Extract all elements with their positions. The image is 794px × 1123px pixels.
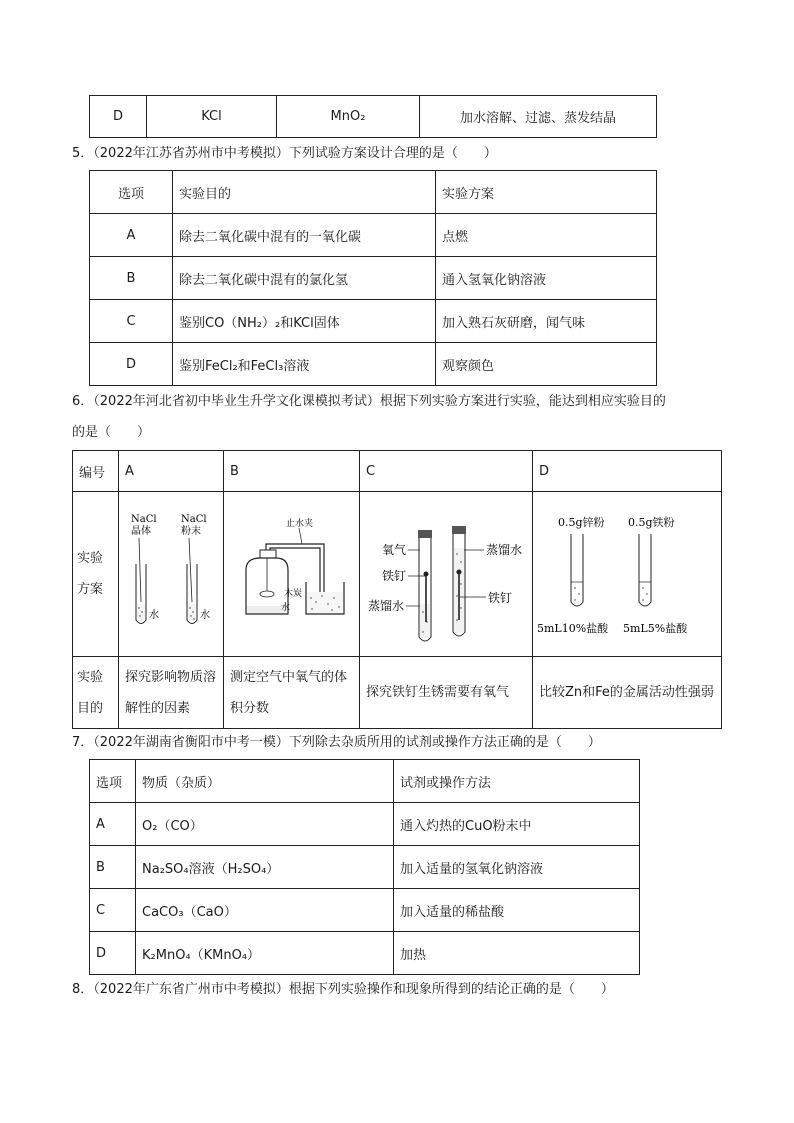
table-cell: 加入适量的氢氧化钠溶液	[394, 846, 640, 889]
label-water-a2: 水	[200, 610, 210, 621]
table-cell: CaCO₃（CaO）	[136, 889, 394, 932]
label-crystal: 晶体	[131, 526, 151, 537]
figure-cell-c	[360, 492, 533, 657]
label-distilled-water-c1: 蒸馏水	[368, 599, 405, 613]
figure-cell-d	[533, 492, 722, 657]
table-cell: 除去二氧化碳中混有的氯化氢	[173, 257, 436, 300]
table-cell: D	[90, 343, 173, 386]
table-cell: B	[90, 257, 173, 300]
table-header: 选项	[90, 171, 173, 214]
table-cell: D	[90, 932, 136, 975]
table-row	[90, 803, 640, 846]
figure-cell-a	[119, 492, 224, 657]
table-cell: Na₂SO₄溶液（H₂SO₄）	[136, 846, 394, 889]
row-label	[73, 492, 119, 657]
purpose-a: 探究影响物质溶解性的因素	[125, 669, 217, 716]
question-6-stem-line2: 的是（ ）	[72, 425, 151, 440]
table-header: 实验目的	[173, 171, 436, 214]
table-header: C	[360, 451, 533, 492]
label-water-b: 水	[281, 603, 291, 613]
table-header: 编号	[73, 451, 119, 492]
table-row	[90, 300, 657, 343]
table-row	[90, 932, 640, 975]
label-water-a1: 水	[149, 610, 159, 621]
table-cell: A	[90, 214, 173, 257]
label-acid-5: 5mL5%盐酸	[623, 622, 688, 635]
table-row	[90, 846, 640, 889]
table-header: 选项	[90, 760, 136, 803]
figure-b-oxygen-measure	[224, 492, 359, 652]
label-nacl-crystal: NaCl	[131, 514, 157, 525]
table-row	[90, 257, 657, 300]
table-cell: 加入适量的稀盐酸	[394, 889, 640, 932]
table-cell: A	[90, 803, 136, 846]
table-cell: C	[90, 889, 136, 932]
table-cell: 鉴别CO（NH₂）₂和KCl固体	[173, 300, 436, 343]
question-6-stem-line1: 6．（2022年河北省初中毕业生升学文化课模拟考试）根据下列实验方案进行实验，能达到相应实验目的	[72, 394, 666, 409]
table-cell: 加热	[394, 932, 640, 975]
table-header: 试剂或操作方法	[394, 760, 640, 803]
figure-a-dissolving	[119, 492, 223, 652]
label-nacl-powder: NaCl	[181, 514, 207, 525]
table-cell: B	[90, 846, 136, 889]
purpose-d: 比较Zn和Fe的金属活动性强弱	[539, 685, 714, 700]
q4-table-tail	[89, 95, 657, 138]
q7-table	[89, 759, 640, 975]
table-cell: KCl	[147, 96, 277, 138]
label-distilled-water-c2: 蒸馏水	[486, 543, 523, 557]
label-clip: 止水夹	[286, 519, 314, 529]
label-iron-powder: 0.5g铁粉	[628, 516, 675, 529]
table-cell: 通入灼热的CuO粉末中	[394, 803, 640, 846]
row-label-text: 实验目的	[77, 669, 104, 716]
table-row	[90, 214, 657, 257]
table-cell: 除去二氧化碳中混有的一氧化碳	[173, 214, 436, 257]
table-cell: D	[90, 96, 147, 138]
figure-d-metal-activity	[533, 492, 715, 652]
table-cell	[533, 657, 722, 729]
label-nail-c1: 铁钉	[382, 569, 407, 583]
purpose-b: 测定空气中氧气的体积分数	[230, 669, 348, 716]
row-label-text: 实验方案	[77, 551, 104, 597]
table-cell	[224, 657, 360, 729]
table-header: 实验方案	[436, 171, 657, 214]
label-powder: 粉末	[181, 526, 201, 537]
row-label	[73, 657, 119, 729]
table-cell: O₂（CO）	[136, 803, 394, 846]
label-carbon: 木炭	[284, 589, 303, 599]
label-nail-c2: 铁钉	[488, 591, 513, 605]
table-cell	[360, 657, 533, 729]
table-cell: 加水溶解、过滤、蒸发结晶	[420, 96, 657, 138]
question-5-stem: 5．（2022年江苏省苏州市中考模拟）下列试验方案设计合理的是（ ）	[72, 146, 497, 161]
label-acid-10: 5mL10%盐酸	[537, 622, 609, 635]
purpose-c: 探究铁钉生锈需要有氧气	[366, 685, 510, 700]
table-row	[90, 889, 640, 932]
question-8-stem: 8．（2022年广东省广州市中考模拟）根据下列实验操作和现象所得到的结论正确的是（ ）	[72, 982, 614, 997]
table-cell: 通入氢氧化钠溶液	[436, 257, 657, 300]
table-header: B	[224, 451, 360, 492]
table-cell: 加入熟石灰研磨，闻气味	[436, 300, 657, 343]
table-header: D	[533, 451, 722, 492]
q6-table	[72, 450, 722, 729]
label-zinc-powder: 0.5g锌粉	[558, 516, 605, 529]
table-cell: K₂MnO₄（KMnO₄）	[136, 932, 394, 975]
q5-table	[89, 170, 657, 386]
table-row	[90, 343, 657, 386]
question-7-stem: 7．（2022年湖南省衡阳市中考一模）下列除去杂质所用的试剂或操作方法正确的是（ ）	[72, 735, 601, 750]
table-cell: MnO₂	[277, 96, 420, 138]
figure-c-rusting	[360, 492, 532, 652]
table-cell: 观察颜色	[436, 343, 657, 386]
table-cell	[119, 657, 224, 729]
label-oxygen: 氧气	[382, 543, 407, 557]
table-cell: 鉴别FeCl₂和FeCl₃溶液	[173, 343, 436, 386]
table-cell: C	[90, 300, 173, 343]
figure-cell-b	[224, 492, 360, 657]
table-cell: 点燃	[436, 214, 657, 257]
table-header: A	[119, 451, 224, 492]
table-header: 物质（杂质）	[136, 760, 394, 803]
